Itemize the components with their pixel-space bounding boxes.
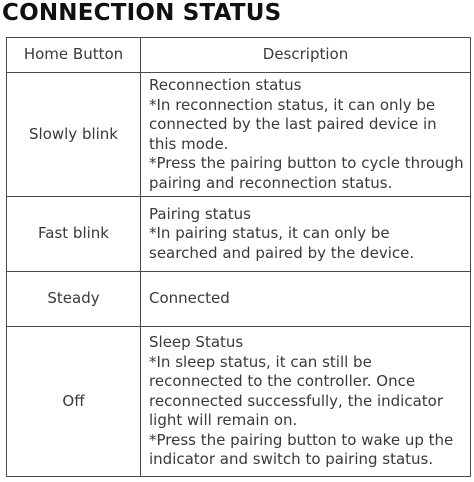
header-home-button: Home Button	[7, 38, 141, 73]
table-row	[7, 327, 471, 477]
description-line: *In sleep status, it can still be	[149, 352, 372, 371]
page-title: CONNECTION STATUS	[2, 0, 282, 26]
description-line: reconnected successfully, the indicator	[149, 391, 444, 410]
header-description: Description	[141, 38, 471, 73]
table-row	[7, 73, 471, 197]
connection-status-table	[6, 37, 471, 477]
description-line: searched and paired by the device.	[149, 243, 415, 262]
table-row	[7, 197, 471, 272]
description-line: Connected	[149, 289, 230, 308]
description-cell	[141, 197, 471, 272]
table-row	[7, 272, 471, 327]
description-line: Reconnection status	[149, 76, 302, 94]
home-button-state: Slowly blink	[7, 73, 141, 197]
description-line: *In reconnection status, it can only be	[149, 95, 436, 114]
description-line: *Press the pairing button to cycle through	[149, 154, 464, 172]
home-button-state: Fast blink	[7, 197, 141, 272]
description-line: indicator and switch to pairing status.	[149, 450, 434, 469]
description-line: light will remain on.	[149, 411, 298, 430]
description-line: this mode.	[149, 134, 229, 153]
description-line: *Press the pairing button to wake up the	[149, 430, 454, 449]
description-cell	[141, 327, 471, 477]
description-line: pairing and reconnection status.	[149, 173, 393, 192]
home-button-state: Steady	[7, 272, 141, 327]
description-cell	[141, 73, 471, 197]
table-header-row	[7, 38, 471, 73]
description-line: reconnected to the controller. Once	[149, 372, 416, 391]
description-cell	[141, 272, 471, 327]
home-button-state: Off	[7, 327, 141, 477]
description-line: Sleep Status	[149, 333, 244, 352]
description-line: *In pairing status, it can only be	[149, 224, 390, 243]
description-line: connected by the last paired device in	[149, 115, 437, 133]
description-line: Pairing status	[149, 204, 251, 223]
